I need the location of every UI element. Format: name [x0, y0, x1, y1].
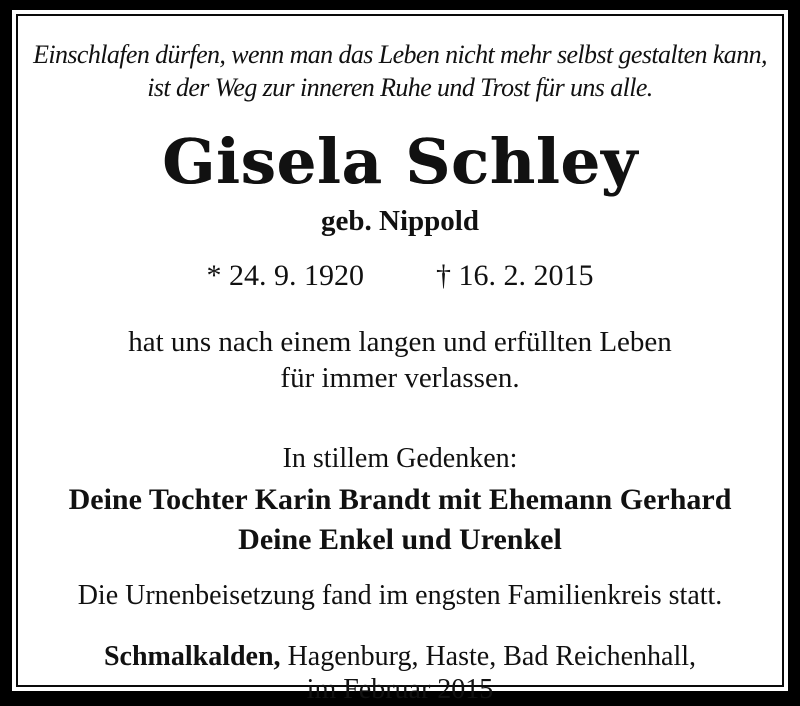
- epigraph-line-1: Einschlafen dürfen, wenn man das Leben nicht mehr selbst gestalten kann,: [33, 40, 767, 69]
- places-and-date: [18, 640, 782, 706]
- maiden-name: geb. Nippold: [321, 205, 479, 237]
- outer-frame: [12, 10, 788, 705]
- life-dates: [18, 258, 782, 294]
- notice-date-line: im Februar 2015: [306, 674, 494, 705]
- obituary-card: [16, 14, 784, 705]
- place-of-notice: Schmalkalden,: [103, 641, 281, 672]
- farewell-text: [18, 324, 782, 396]
- places-line: [18, 640, 782, 673]
- mourners-line-1: Deine Tochter Karin Brandt mit Ehemann Gerhard: [68, 483, 732, 516]
- mourners: [18, 480, 782, 560]
- remembrance-intro: In stillem Gedenken:: [282, 443, 518, 474]
- epigraph: [18, 38, 782, 104]
- other-places: Hagenburg, Haste, Bad Reichenhall,: [280, 641, 697, 672]
- burial-note: Die Urnenbeisetzung fand im engsten Familienkreis statt.: [77, 580, 723, 611]
- farewell-line-1: hat uns nach einem langen und erfüllten Leben: [128, 326, 672, 358]
- deceased-name: Gisela Schley: [162, 125, 638, 198]
- birth-date: * 24. 9. 1920: [206, 259, 364, 292]
- farewell-line-2: für immer verlassen.: [280, 362, 520, 394]
- epigraph-line-2: ist der Weg zur inneren Ruhe und Trost für uns alle.: [147, 73, 653, 102]
- death-date: † 16. 2. 2015: [436, 259, 594, 292]
- mourners-line-2: Deine Enkel und Urenkel: [238, 523, 562, 556]
